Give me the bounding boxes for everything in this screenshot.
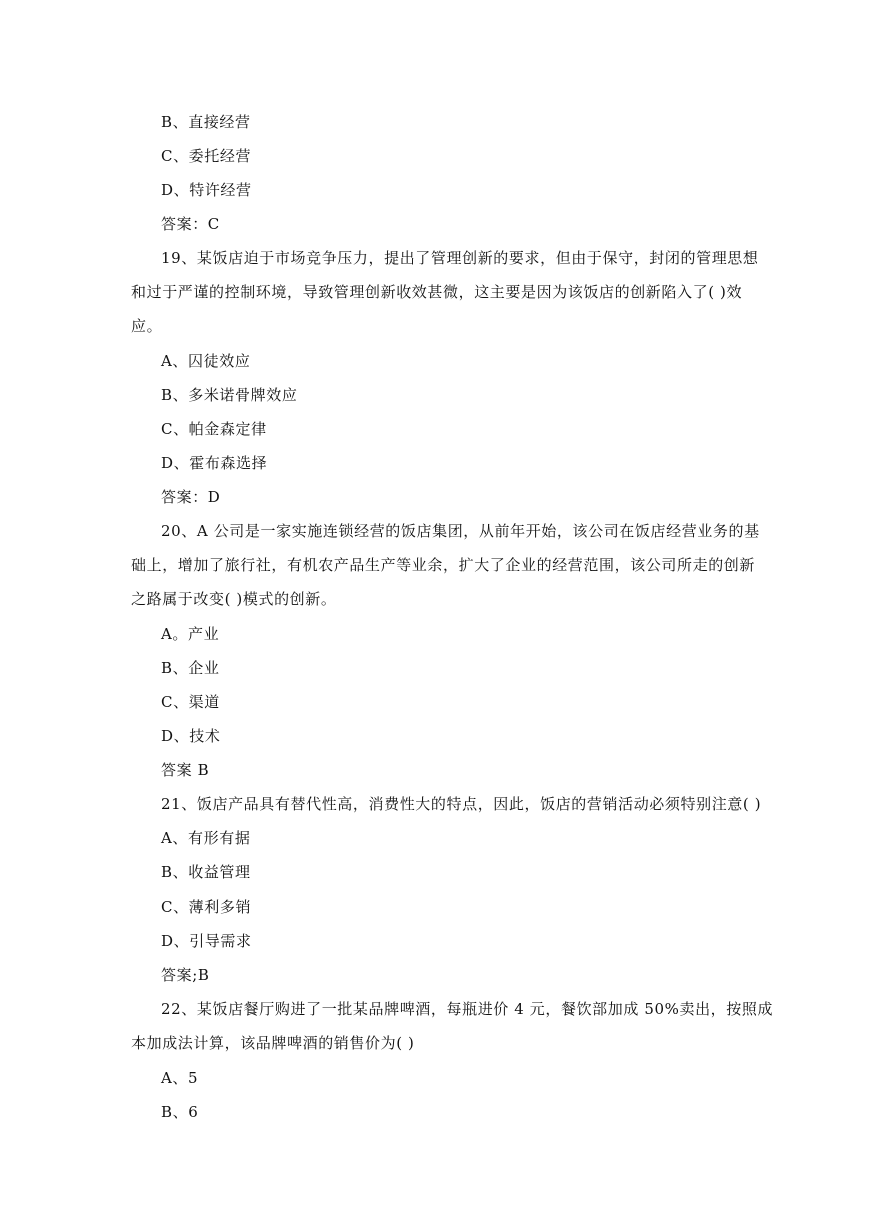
question-21-line-1: 21、饭店产品具有替代性高，消费性大的特点，因此，饭店的营销活动必须特别注意( ) <box>161 795 762 813</box>
option-c-q18: C、委托经营 <box>161 147 252 165</box>
option-b-q20: B、企业 <box>161 659 220 677</box>
answer-q19: 答案：D <box>161 488 221 506</box>
option-c-q20: C、渠道 <box>161 693 220 711</box>
question-19-line-3: 应。 <box>131 317 163 335</box>
question-19-line-1: 19、某饭店迫于市场竞争压力，提出了管理创新的要求，但由于保守，封闭的管理思想 <box>161 249 759 267</box>
option-c-q21: C、薄利多销 <box>161 898 252 916</box>
question-20-line-3: 之路属于改变( )模式的创新。 <box>131 590 337 608</box>
option-d-q20: D、技术 <box>161 727 221 745</box>
option-b-q19: B、多米诺骨牌效应 <box>161 386 298 404</box>
answer-q21: 答案;B <box>161 966 210 984</box>
option-d-q21: D、引导需求 <box>161 932 252 950</box>
question-22-line-1: 22、某饭店餐厅购进了一批某品牌啤酒，每瓶进价 4 元，餐饮部加成 50%卖出，按照成 <box>161 1000 774 1018</box>
question-22-line-2: 本加成法计算，该品牌啤酒的销售价为( ) <box>131 1034 415 1052</box>
option-d-q18: D、特许经营 <box>161 181 252 199</box>
option-a-q20: A。产业 <box>161 625 220 643</box>
option-d-q19: D、霍布森选择 <box>161 454 268 472</box>
question-19-line-2: 和过于严谨的控制环境，导致管理创新收效甚微，这主要是因为该饭店的创新陷入了( )效 <box>131 283 743 301</box>
option-b-q21: B、收益管理 <box>161 863 251 881</box>
option-a-q21: A、有形有据 <box>161 829 251 847</box>
answer-q20: 答案 B <box>161 761 210 779</box>
option-a-q19: A、囚徒效应 <box>161 352 251 370</box>
question-20-line-2: 础上，增加了旅行社，有机农产品生产等业余，扩大了企业的经营范围，该公司所走的创新 <box>131 556 756 574</box>
option-b-q22: B、6 <box>161 1103 199 1121</box>
option-a-q22: A、5 <box>161 1069 199 1087</box>
option-c-q19: C、帕金森定律 <box>161 420 267 438</box>
question-20-line-1: 20、A 公司是一家实施连锁经营的饭店集团，从前年开始，该公司在饭店经营业务的基 <box>161 522 760 540</box>
option-b-q18: B、直接经营 <box>161 113 251 131</box>
answer-q18: 答案：C <box>161 215 220 233</box>
